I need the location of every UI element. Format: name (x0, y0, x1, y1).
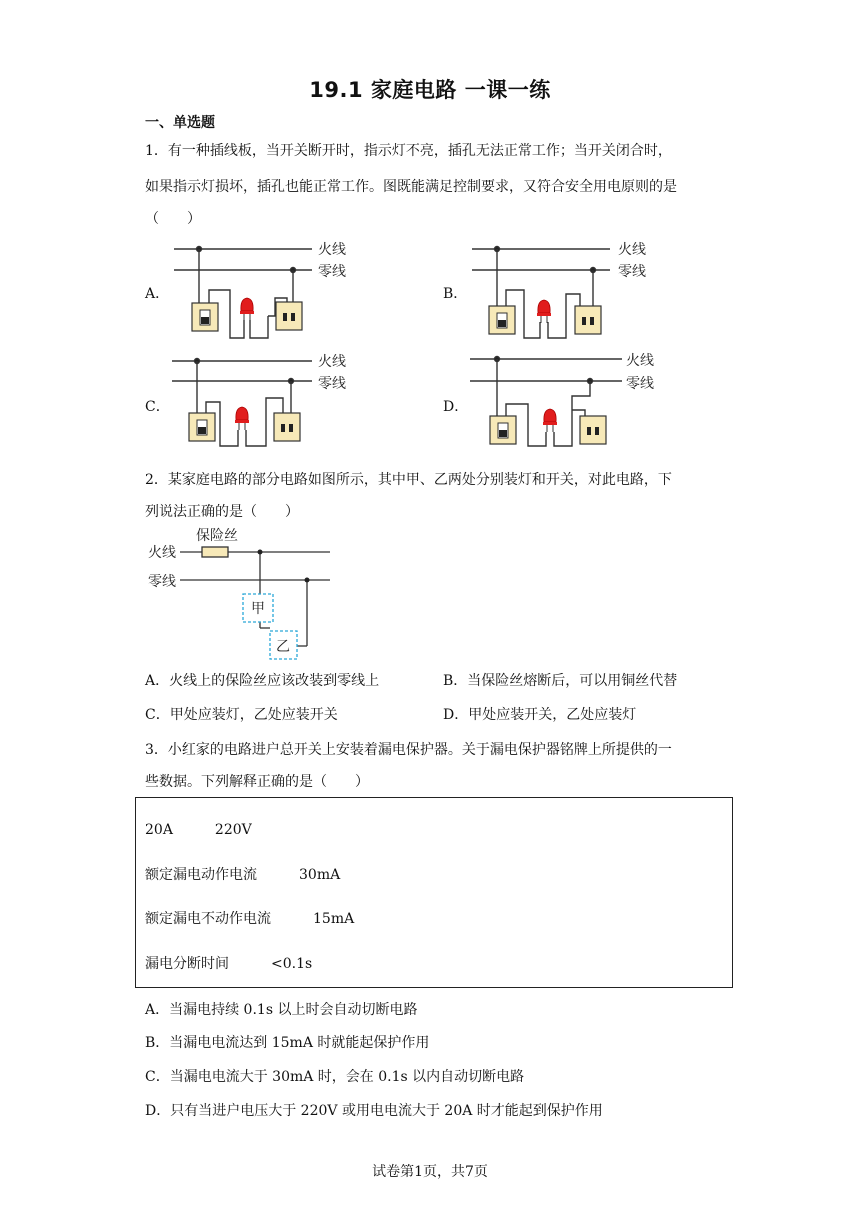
nameplate-data-box (135, 797, 733, 988)
q1-option-d-label: D． (443, 399, 469, 415)
nameplate-row-2: 额定漏电动作电流 30mA (145, 867, 341, 883)
q2-circuit-diagram (140, 520, 370, 665)
q1-line-1: 1．有一种插线板，当开关断开时，指示灯不亮，插孔无法正常工作；当开关闭合时， (145, 143, 672, 159)
live-label: 火线 (148, 545, 176, 561)
yi-label: 乙 (276, 639, 290, 655)
q3-line-1: 3．小红家的电路进户总开关上安装着漏电保护器。关于漏电保护器铭牌上所提供的一 (145, 742, 672, 758)
live-label-c: 火线 (318, 354, 346, 370)
nameplate-row-1: 20A 220V (145, 822, 252, 838)
q3-option-d: D．只有当进户电压大于 220V 或用电电流大于 20A 时才能起到保护作用 (145, 1103, 603, 1119)
jia-label: 甲 (251, 601, 265, 617)
section-heading: 一、单选题 (145, 115, 215, 131)
q2-option-c: C．甲处应装灯，乙处应装开关 (145, 707, 338, 723)
q1-line-3: （ ） (145, 211, 201, 227)
nameplate-row-3: 额定漏电不动作电流 15mA (145, 911, 355, 927)
neutral-label-b: 零线 (618, 264, 646, 280)
q1-option-b-label: B． (443, 286, 468, 302)
q3-option-c: C．当漏电电流大于 30mA 时，会在 0.1s 以内自动切断电路 (145, 1069, 525, 1085)
q3-option-b: B．当漏电电流达到 15mA 时就能起保护作用 (145, 1035, 430, 1051)
live-label-d: 火线 (626, 353, 654, 369)
q1-circuit-diagrams (0, 0, 860, 460)
q2-option-d: D．甲处应装开关，乙处应装灯 (443, 707, 637, 723)
q2-line-1: 2．某家庭电路的部分电路如图所示，其中甲、乙两处分别装灯和开关，对此电路，下 (145, 472, 672, 488)
q1-line-2: 如果指示灯损坏，插孔也能正常工作。图既能满足控制要求，又符合安全用电原则的是 (145, 179, 677, 195)
live-label-a: 火线 (318, 242, 346, 258)
q3-option-a: A．当漏电持续 0.1s 以上时会自动切断电路 (145, 1002, 418, 1018)
neutral-label-d: 零线 (626, 376, 654, 392)
page-title: 19.1 家庭电路 一课一练 (309, 78, 551, 102)
nameplate-row-4: 漏电分断时间 <0.1s (145, 956, 313, 972)
q1-option-a-label: A． (145, 286, 170, 302)
neutral-label-c: 零线 (318, 376, 346, 392)
live-label-b: 火线 (618, 242, 646, 258)
page-footer: 试卷第1页，共7页 (372, 1164, 488, 1180)
q1-option-c-label: C． (145, 399, 170, 415)
neutral-label-a: 零线 (318, 264, 346, 280)
q2-option-b: B．当保险丝熔断后，可以用铜丝代替 (443, 673, 678, 689)
q3-line-2: 些数据。下列解释正确的是（ ） (145, 774, 369, 790)
fuse-label: 保险丝 (196, 528, 238, 544)
q2-line-2: 列说法正确的是（ ） (145, 504, 299, 520)
q2-option-a: A．火线上的保险丝应该改装到零线上 (145, 673, 380, 689)
neutral-label: 零线 (148, 574, 176, 590)
